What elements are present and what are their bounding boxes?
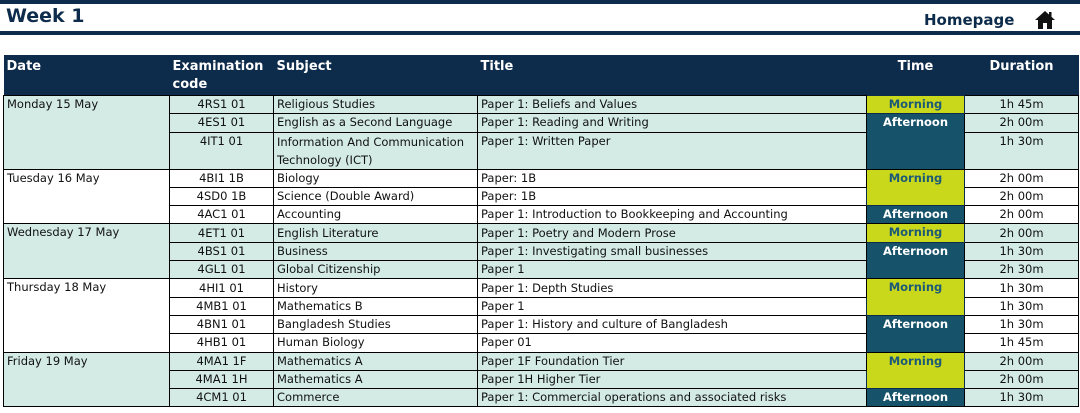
code-cell: 4RS1 01 xyxy=(170,96,274,114)
duration-cell: 1h 30m xyxy=(965,132,1079,169)
code-cell: 4HI1 01 xyxy=(170,279,274,297)
duration-cell: 2h 00m xyxy=(965,370,1079,388)
table-row xyxy=(4,352,1079,370)
col-header-date: Date xyxy=(4,55,170,96)
duration-cell: 1h 30m xyxy=(965,279,1079,297)
date-cell: Tuesday 16 May xyxy=(4,169,170,224)
subject-cell: Global Citizenship xyxy=(274,261,478,279)
duration-cell: 2h 00m xyxy=(965,206,1079,224)
top-border xyxy=(0,0,1080,4)
date-cell: Friday 19 May xyxy=(4,352,170,407)
subject-cell: Business xyxy=(274,242,478,260)
table-header-row xyxy=(4,55,1079,96)
code-cell: 4MA1 1H xyxy=(170,370,274,388)
subject-cell: Mathematics B xyxy=(274,297,478,315)
date-cell: Thursday 18 May xyxy=(4,279,170,352)
duration-cell: 1h 45m xyxy=(965,96,1079,114)
duration-cell: 2h 00m xyxy=(965,114,1079,132)
subject-cell: Biology xyxy=(274,169,478,187)
col-header-time: Time xyxy=(867,55,965,96)
time-cell-morning: Morning xyxy=(867,224,965,242)
duration-cell: 1h 30m xyxy=(965,389,1079,407)
code-cell: 4GL1 01 xyxy=(170,261,274,279)
title-cell: Paper: 1B xyxy=(478,187,867,205)
homepage-link[interactable]: Homepage xyxy=(924,11,1015,29)
title-cell: Paper 1: Commercial operations and associated risks xyxy=(478,389,867,407)
title-cell: Paper 1: Beliefs and Values xyxy=(478,96,867,114)
code-cell: 4CM1 01 xyxy=(170,389,274,407)
title-cell: Paper 1: Written Paper xyxy=(478,132,867,169)
subject-cell: Information And Communication Technology (ICT) xyxy=(274,132,478,169)
duration-cell: 1h 45m xyxy=(965,334,1079,352)
time-cell-afternoon: Afternoon xyxy=(867,315,965,352)
subject-cell: Human Biology xyxy=(274,334,478,352)
duration-cell: 1h 30m xyxy=(965,297,1079,315)
table-row xyxy=(4,224,1079,242)
subject-cell: Mathematics A xyxy=(274,352,478,370)
duration-cell: 2h 00m xyxy=(965,187,1079,205)
duration-cell: 2h 00m xyxy=(965,169,1079,187)
time-cell-afternoon: Afternoon xyxy=(867,242,965,279)
time-cell-afternoon: Afternoon xyxy=(867,114,965,169)
table-row xyxy=(4,279,1079,297)
code-cell: 4BI1 1B xyxy=(170,169,274,187)
time-cell-morning: Morning xyxy=(867,352,965,389)
col-header-code: Examination code xyxy=(170,55,274,96)
time-cell-afternoon: Afternoon xyxy=(867,389,965,407)
code-cell: 4ET1 01 xyxy=(170,224,274,242)
subject-cell: Science (Double Award) xyxy=(274,187,478,205)
time-cell-morning: Morning xyxy=(867,96,965,114)
date-cell: Wednesday 17 May xyxy=(4,224,170,279)
code-cell: 4HB1 01 xyxy=(170,334,274,352)
code-cell: 4IT1 01 xyxy=(170,132,274,169)
title-cell: Paper 1 xyxy=(478,261,867,279)
subject-cell: English Literature xyxy=(274,224,478,242)
subject-cell: Commerce xyxy=(274,389,478,407)
subject-cell: Bangladesh Studies xyxy=(274,315,478,333)
title-cell: Paper 1: Introduction to Bookkeeping and Accounting xyxy=(478,206,867,224)
col-header-subject: Subject xyxy=(274,55,478,96)
table-row xyxy=(4,169,1079,187)
title-cell: Paper 1H Higher Tier xyxy=(478,370,867,388)
subject-cell: Accounting xyxy=(274,206,478,224)
code-cell: 4AC1 01 xyxy=(170,206,274,224)
duration-cell: 2h 30m xyxy=(965,261,1079,279)
subject-cell: English as a Second Language xyxy=(274,114,478,132)
title-cell: Paper 01 xyxy=(478,334,867,352)
page-title: Week 1 xyxy=(6,5,85,27)
title-cell: Paper 1 xyxy=(478,297,867,315)
date-cell: Monday 15 May xyxy=(4,96,170,170)
col-header-duration: Duration xyxy=(965,55,1079,96)
title-cell: Paper 1F Foundation Tier xyxy=(478,352,867,370)
subject-cell: Mathematics A xyxy=(274,370,478,388)
code-cell: 4MA1 1F xyxy=(170,352,274,370)
title-cell: Paper 1: Poetry and Modern Prose xyxy=(478,224,867,242)
duration-cell: 2h 00m xyxy=(965,224,1079,242)
table-row xyxy=(4,96,1079,114)
time-cell-morning: Morning xyxy=(867,279,965,316)
home-icon[interactable] xyxy=(1034,10,1056,30)
duration-cell: 1h 30m xyxy=(965,242,1079,260)
title-cell: Paper 1: Investigating small businesses xyxy=(478,242,867,260)
subject-cell: History xyxy=(274,279,478,297)
title-cell: Paper: 1B xyxy=(478,169,867,187)
title-cell: Paper 1: Depth Studies xyxy=(478,279,867,297)
code-cell: 4BS1 01 xyxy=(170,242,274,260)
duration-cell: 1h 30m xyxy=(965,315,1079,333)
subject-cell: Religious Studies xyxy=(274,96,478,114)
code-cell: 4SD0 1B xyxy=(170,187,274,205)
title-cell: Paper 1: History and culture of Bangladesh xyxy=(478,315,867,333)
time-cell-morning: Morning xyxy=(867,169,965,206)
col-header-title: Title xyxy=(478,55,867,96)
header-rule xyxy=(0,31,1080,35)
code-cell: 4BN1 01 xyxy=(170,315,274,333)
time-cell-afternoon: Afternoon xyxy=(867,206,965,224)
exam-timetable xyxy=(3,55,1079,407)
code-cell: 4MB1 01 xyxy=(170,297,274,315)
title-cell: Paper 1: Reading and Writing xyxy=(478,114,867,132)
duration-cell: 2h 00m xyxy=(965,352,1079,370)
code-cell: 4ES1 01 xyxy=(170,114,274,132)
